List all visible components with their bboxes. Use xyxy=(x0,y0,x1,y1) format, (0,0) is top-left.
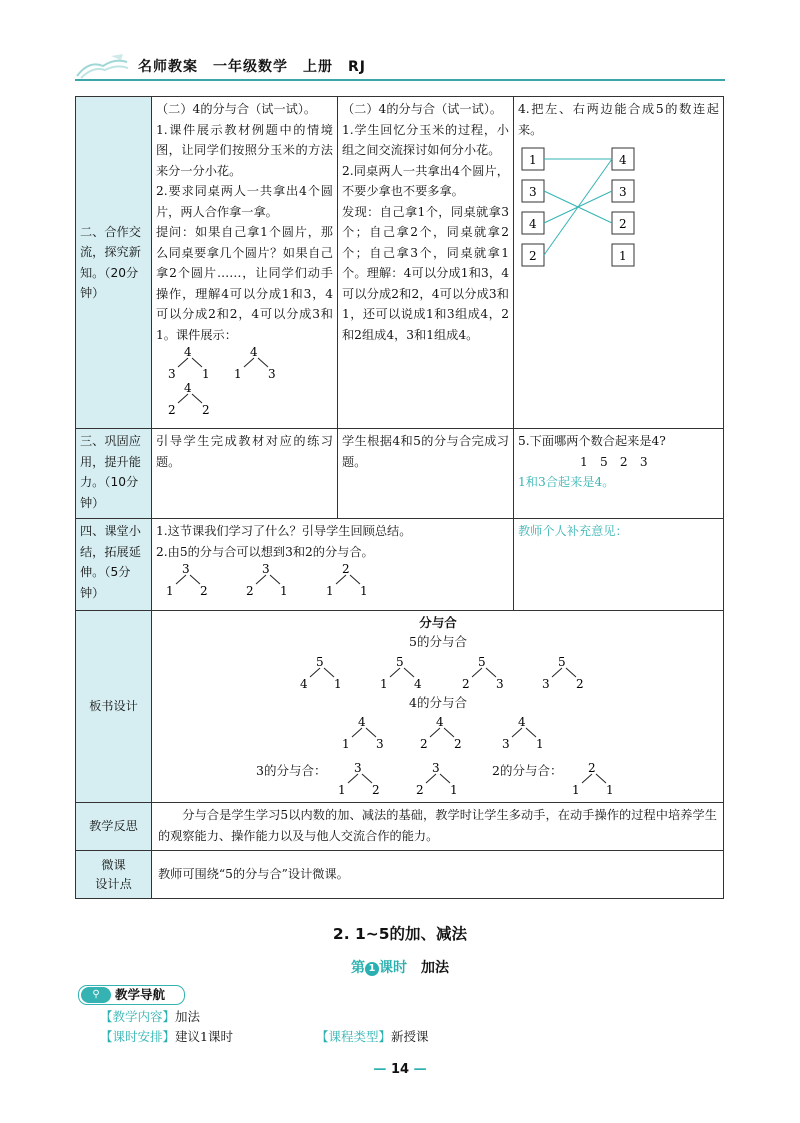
diagram-left: 1 xyxy=(342,737,350,751)
left-box-number: 4 xyxy=(529,217,537,231)
content-value: 加法 xyxy=(175,1009,201,1024)
diagram-top: 5 xyxy=(396,655,404,669)
diagram-top: 2 xyxy=(588,761,596,775)
split-diagram xyxy=(320,562,380,598)
teacher-line: 2.要求同桌两人一共拿出4个圆片，两人合作拿一拿。 xyxy=(156,184,333,219)
stage-cell-3: 三、巩固应用，提升能力。（10分钟） xyxy=(76,429,152,519)
reflection-text: 分与合是学生学习5以内数的加、减法的基础，教学时让学生多动手，在动手操作的过程中培养学生的观察能力、操作能力以及与他人交流合作的能力。 xyxy=(158,808,717,843)
right-box-number: 3 xyxy=(619,185,627,199)
diagram-right: 1 xyxy=(280,584,288,598)
split-diagram xyxy=(456,655,516,691)
teacher-line: 1.课件展示教材例题中的情境图，让同学们按照分玉米的方法来分一分小花。 xyxy=(156,122,333,178)
exercise-numbers: 1 5 2 3 xyxy=(580,454,648,469)
left-box-number: 3 xyxy=(529,185,537,199)
teacher-line: （二）4的分与合（试一试）。 xyxy=(156,102,317,116)
student-cell-3 xyxy=(338,429,514,519)
diagram-left: 2 xyxy=(168,403,176,415)
content-row xyxy=(100,1007,200,1025)
diagram-top: 4 xyxy=(184,345,192,359)
diagram-top: 5 xyxy=(316,655,324,669)
page-header xyxy=(75,52,725,80)
diagram-top: 4 xyxy=(358,715,366,729)
student-line: （二）4的分与合（试一试）。 xyxy=(342,102,503,116)
diagram-right: 2 xyxy=(202,403,210,415)
reflection-label: 教学反思 xyxy=(76,803,152,851)
type-row xyxy=(316,1027,429,1045)
diagram-top: 4 xyxy=(436,715,444,729)
split-diagram xyxy=(566,761,626,797)
lesson-table xyxy=(75,96,724,899)
diagram-left: 1 xyxy=(166,584,174,598)
diagram-left: 1 xyxy=(338,783,346,797)
diagram-right: 4 xyxy=(414,677,422,691)
reflection-cell xyxy=(152,803,724,851)
right-box-number: 1 xyxy=(619,249,627,263)
diagram-top: 3 xyxy=(262,562,270,576)
micro-label xyxy=(76,851,152,899)
lesson-name: 加法 xyxy=(421,960,449,976)
split-diagram xyxy=(160,562,220,598)
diagram-top: 3 xyxy=(432,761,440,775)
type-key: 【课程类型】 xyxy=(316,1029,392,1044)
diagram-left: 2 xyxy=(420,737,428,751)
diagram-top: 3 xyxy=(354,761,362,775)
micro-text: 教师可围绕“5的分与合”设计微课。 xyxy=(158,867,349,882)
split-diagram xyxy=(336,715,396,751)
note-cell xyxy=(514,519,724,611)
split-diagram xyxy=(496,715,556,751)
diagram-right: 3 xyxy=(376,737,384,751)
split-diagram xyxy=(228,345,288,379)
summary-cell xyxy=(152,519,514,611)
left-box-number: 2 xyxy=(529,249,537,263)
split-diagram-group xyxy=(156,345,333,415)
teacher-line: 提问：如果自己拿1个圆片，那么同桌要拿几个圆片？如果自己拿2个圆片……，让同学们动手操作，理解4可以分成1和3，4可以分成2和2，4可以分成3和1。课件展示： xyxy=(156,225,333,342)
content-key: 【教学内容】 xyxy=(100,1009,176,1024)
split-diagram xyxy=(240,562,300,598)
exercise-cell-2 xyxy=(514,97,724,429)
diagram-right: 1 xyxy=(450,783,458,797)
student-line: 2.同桌两人一共拿出4个圆片，不要少拿也不要多拿。 xyxy=(342,163,509,198)
book-decoration-icon xyxy=(75,52,130,80)
diagram-right: 3 xyxy=(496,677,504,691)
teaching-nav-badge xyxy=(78,985,185,1005)
lesson-suffix: 课时 xyxy=(379,960,407,976)
summary-line: 2.由5的分与合可以想到3和2的分与合。 xyxy=(156,544,374,559)
matching-exercise xyxy=(518,144,718,274)
diagram-left: 1 xyxy=(234,367,242,379)
time-key: 【课时安排】 xyxy=(100,1029,176,1044)
board-three-heading: 3的分与合： xyxy=(256,763,327,778)
diagram-left: 2 xyxy=(416,783,424,797)
diagram-top: 3 xyxy=(182,562,190,576)
teacher-cell-2 xyxy=(152,97,338,429)
diagram-top: 2 xyxy=(342,562,350,576)
board-cell xyxy=(152,611,724,803)
header-title: 名师教案 一年级数学 上册 RJ xyxy=(138,59,366,75)
diagram-left: 1 xyxy=(572,783,580,797)
diagram-left: 4 xyxy=(300,677,308,691)
right-box-number: 4 xyxy=(619,153,627,167)
split-diagram xyxy=(536,655,596,691)
left-box-number: 1 xyxy=(529,153,537,167)
diagram-left: 2 xyxy=(246,584,254,598)
exercise-cell-3 xyxy=(514,429,724,519)
diagram-right: 2 xyxy=(200,584,208,598)
stage-cell-2: 二、合作交流，探究新知。（20分钟） xyxy=(76,97,152,429)
board-title: 分与合 xyxy=(419,615,457,630)
diagram-left: 3 xyxy=(502,737,510,751)
diagram-left: 2 xyxy=(462,677,470,691)
teacher-note: 教师个人补充意见： xyxy=(518,524,628,538)
split-diagram xyxy=(410,761,470,797)
split-diagram xyxy=(162,345,222,379)
micro-cell xyxy=(152,851,724,899)
time-value: 建议1课时 xyxy=(175,1029,233,1044)
location-pin-icon: ⚲ xyxy=(81,987,111,1003)
exercise-text: 4.把左、右两边能合成5的数连起来。 xyxy=(518,102,719,137)
student-line: 1.学生回忆分玉米的过程，小组之间交流探讨如何分小花。 xyxy=(342,122,509,157)
lesson-number-badge: 1 xyxy=(365,962,379,976)
diagram-left: 3 xyxy=(542,677,550,691)
diagram-top: 5 xyxy=(558,655,566,669)
board-five-heading: 5的分与合 xyxy=(409,634,467,649)
summary-diagrams xyxy=(156,562,509,602)
header-rule xyxy=(75,79,725,81)
split-diagram xyxy=(414,715,474,751)
teacher-line: 引导学生完成教材对应的练习题。 xyxy=(156,434,333,469)
diagram-top: 5 xyxy=(478,655,486,669)
split-diagram xyxy=(162,381,222,415)
student-cell-2 xyxy=(338,97,514,429)
stage-cell-4: 四、课堂小结，拓展延伸。（5分钟） xyxy=(76,519,152,611)
diagram-right: 1 xyxy=(606,783,614,797)
teacher-cell-3 xyxy=(152,429,338,519)
section-title: 2. 1~5的加、减法 xyxy=(332,925,468,943)
page-number-value: 14 xyxy=(390,1062,410,1077)
page-number: — 14 — xyxy=(373,1062,427,1077)
micro-label-line2: 设计点 xyxy=(95,876,132,891)
lesson-title xyxy=(0,957,800,977)
diagram-top: 4 xyxy=(184,381,192,395)
diagram-right: 2 xyxy=(454,737,462,751)
diagram-left: 1 xyxy=(326,584,334,598)
diagram-right: 1 xyxy=(536,737,544,751)
diagram-top: 4 xyxy=(518,715,526,729)
exercise-answer: 1和3合起来是4。 xyxy=(518,475,615,489)
split-diagram xyxy=(374,655,434,691)
board-two-heading: 2的分与合： xyxy=(492,763,563,778)
teaching-nav-label: 教学导航 xyxy=(115,987,166,1002)
student-line: 学生根据4和5的分与合完成习题。 xyxy=(342,434,509,469)
diagram-right: 1 xyxy=(334,677,342,691)
diagram-right: 2 xyxy=(576,677,584,691)
micro-label-line1: 微课 xyxy=(101,857,126,872)
diagram-right: 2 xyxy=(372,783,380,797)
lesson-prefix: 第 xyxy=(351,960,365,976)
time-row xyxy=(100,1027,233,1045)
board-label: 板书设计 xyxy=(76,611,152,803)
board-content xyxy=(152,611,723,801)
summary-line: 1.这节课我们学习了什么？引导学生回顾总结。 xyxy=(156,524,412,538)
diagram-left: 3 xyxy=(168,367,176,379)
split-diagram xyxy=(332,761,392,797)
type-value: 新授课 xyxy=(391,1029,429,1044)
diagram-right: 1 xyxy=(202,367,210,379)
student-line: 发现：自己拿1个，同桌就拿3个；自己拿2个，同桌就拿2个；自己拿3个，同桌就拿1个。理解：4可以分成1和3，4可以分成2和2，4可以分成3和1，还可以说成1和3组成4，2和2组成4，3和1组成4。 xyxy=(342,204,509,342)
right-box-number: 2 xyxy=(619,217,627,231)
board-four-heading: 4的分与合 xyxy=(409,695,467,710)
split-diagram xyxy=(294,655,354,691)
exercise-text: 5.下面哪两个数合起来是4? xyxy=(518,434,666,448)
diagram-right: 1 xyxy=(360,584,368,598)
diagram-left: 1 xyxy=(380,677,388,691)
diagram-top: 4 xyxy=(250,345,258,359)
diagram-right: 3 xyxy=(268,367,276,379)
